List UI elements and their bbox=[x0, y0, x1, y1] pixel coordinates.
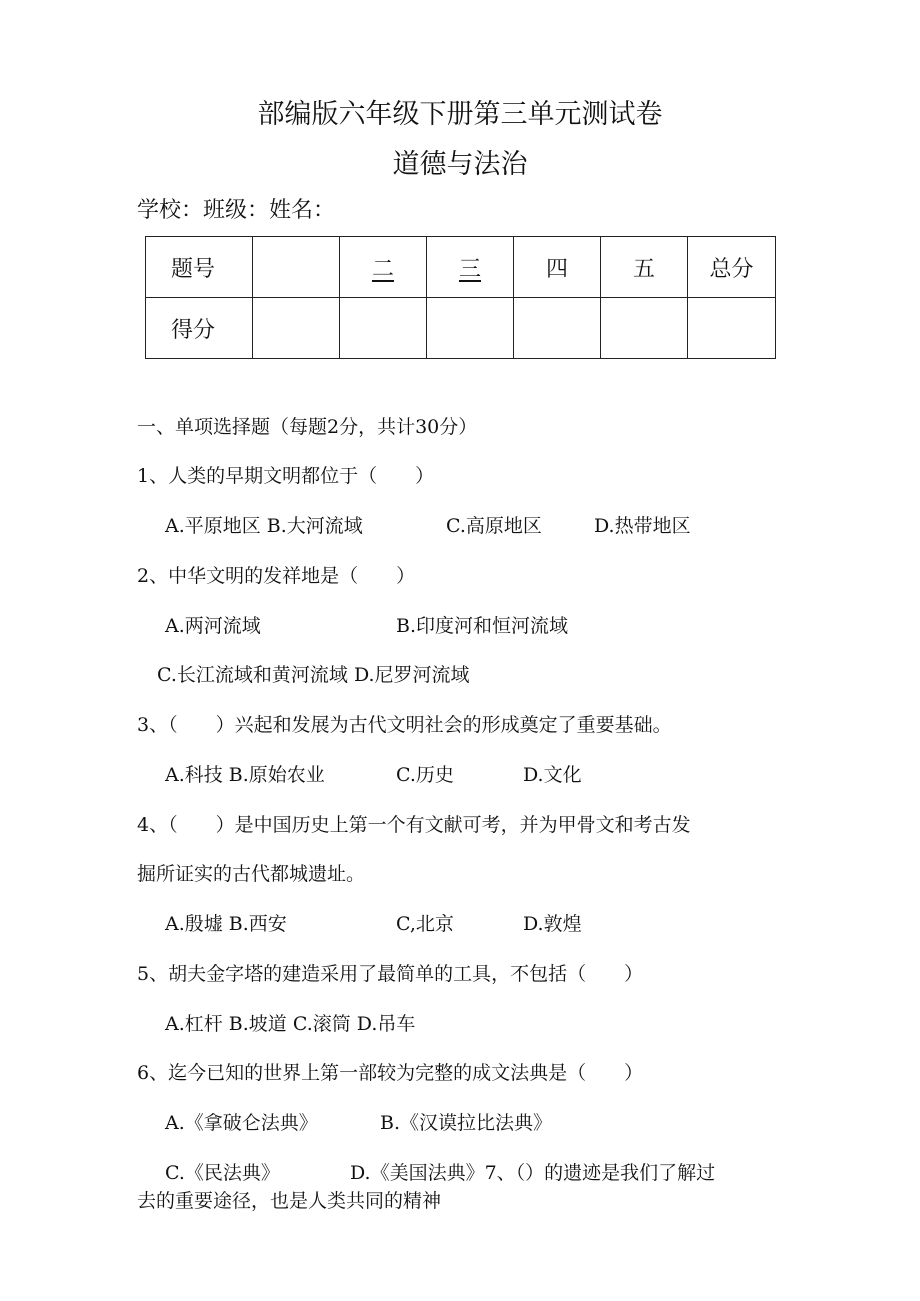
table-cell bbox=[427, 298, 514, 359]
section-heading: 一、单项选择题（每题2分，共计30分） bbox=[137, 416, 478, 438]
answer-option: D.敦煌 bbox=[523, 913, 582, 935]
question-text: 2、中华文明的发祥地是（ ） bbox=[137, 565, 416, 587]
table-cell: 总分 bbox=[688, 237, 776, 298]
question-text: 掘所证实的古代都城遗址。 bbox=[137, 863, 366, 885]
answer-option: A.《拿破仑法典》 bbox=[165, 1112, 318, 1134]
answer-option: A.殷墟 B.西安 bbox=[165, 913, 287, 935]
answer-option: B.印度河和恒河流域 bbox=[396, 615, 569, 637]
table-cell bbox=[340, 298, 427, 359]
answer-option: C.长江流域和黄河流域 D.尼罗河流域 bbox=[157, 664, 470, 686]
cell-label: 三 bbox=[458, 256, 481, 282]
page-title: 部编版六年级下册第三单元测试卷 bbox=[257, 99, 663, 130]
table-cell bbox=[514, 298, 601, 359]
answer-option: C,北京 bbox=[396, 913, 454, 935]
table-cell: 得分 bbox=[146, 298, 253, 359]
answer-option: A.两河流域 bbox=[165, 615, 261, 637]
answer-option: A.平原地区 B.大河流域 bbox=[165, 515, 363, 537]
table-cell bbox=[253, 298, 340, 359]
question-text: D.《美国法典》7、（）的遗迹是我们了解过 bbox=[350, 1162, 716, 1184]
table-cell: 题号 bbox=[146, 237, 253, 298]
table-cell bbox=[253, 237, 340, 298]
table-cell bbox=[427, 237, 514, 298]
answer-option: C.《民法典》 bbox=[165, 1162, 280, 1184]
table-row bbox=[146, 298, 776, 359]
score-table bbox=[145, 236, 776, 359]
question-text: 去的重要途径，也是人类共同的精神 bbox=[137, 1190, 442, 1212]
answer-option: A.杠杆 B.坡道 C.滚筒 D.吊车 bbox=[165, 1013, 416, 1035]
table-row bbox=[146, 237, 776, 298]
question-text: 4、（ ）是中国历史上第一个有文献可考，并为甲骨文和考古发 bbox=[137, 814, 691, 836]
page-subtitle: 道德与法治 bbox=[392, 149, 528, 180]
table-cell bbox=[601, 298, 688, 359]
question-text: 5、胡夫金字塔的建造采用了最简单的工具，不包括（ ） bbox=[137, 963, 644, 985]
answer-option: B.《汉谟拉比法典》 bbox=[380, 1112, 553, 1134]
answer-option: C.历史 bbox=[396, 764, 454, 786]
question-text: 6、迄今已知的世界上第一部较为完整的成文法典是（ ） bbox=[137, 1062, 644, 1084]
table-cell: 四 bbox=[514, 237, 601, 298]
answer-option: A.科技 B.原始农业 bbox=[165, 764, 325, 786]
question-text: 3、（ ）兴起和发展为古代文明社会的形成奠定了重要基础。 bbox=[137, 714, 672, 736]
table-cell bbox=[340, 237, 427, 298]
table-cell bbox=[688, 298, 776, 359]
school-info-line: 学校：班级：姓名： bbox=[137, 198, 336, 223]
cell-label: 二 bbox=[371, 256, 394, 282]
table-cell: 五 bbox=[601, 237, 688, 298]
question-text: 1、人类的早期文明都位于（ ） bbox=[137, 465, 435, 487]
answer-option: D.文化 bbox=[523, 764, 582, 786]
answer-option: D.热带地区 bbox=[594, 515, 691, 537]
answer-option: C.高原地区 bbox=[446, 515, 542, 537]
